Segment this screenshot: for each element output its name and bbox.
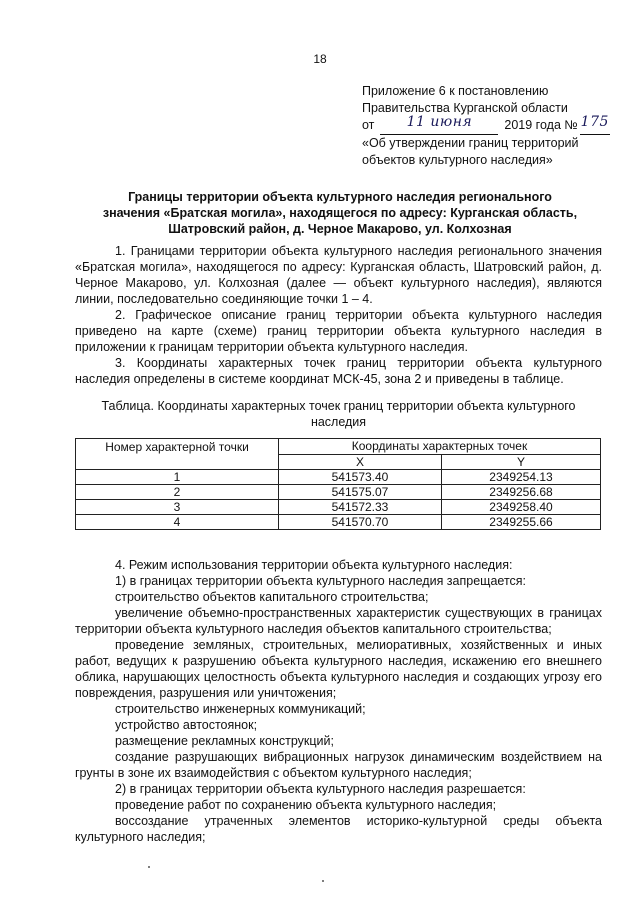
scan-speck [322,880,324,882]
cell-x: 541572.33 [279,500,442,515]
cell-y: 2349255.66 [442,515,601,530]
cell-x: 541575.07 [279,485,442,500]
appendix-line-2: Правительства Курганской области [362,101,568,115]
appendix-date-line [362,114,612,135]
paragraph-2: 2. Графическое описание границ территории объекта культурного наследия приведено на карте (схеме) границ территории объекта культурного наследия в приложении к границам территории объекта культурного наследия. [75,308,602,354]
cell-y: 2349254.13 [442,470,601,485]
header-point-number: Номер характерной точки [76,439,279,470]
cell-point: 4 [76,515,279,530]
title-line-1: Границы территории объекта культурного наследия регионального [128,190,552,204]
appendix-line-4: «Об утверждении границ территорий [362,136,579,150]
cell-point: 1 [76,470,279,485]
title-line-2: значения «Братская могила», находящегося по адресу: Курганская область, [102,206,578,220]
cell-x: 541570.70 [279,515,442,530]
document-title [90,189,590,237]
scan-speck [148,866,150,868]
cell-point: 3 [76,500,279,515]
cell-point: 2 [76,485,279,500]
number-blank [580,114,610,135]
table-row [76,500,601,515]
page-number: 18 [313,52,327,66]
header-x: X [279,454,442,470]
intro-paragraphs [75,243,602,387]
prohibited-item: строительство объектов капитального строительства; [115,590,429,604]
paragraph-1: 1. Границами территории объекта культурного наследия регионального значения «Братская могила», находящегося по адресу: Курганская область, Шатровский район, д. Черное Макарово, ул. Колхозная (далее — объект культурного наследия), являются линии, последовательно соединяющие точки 1 – 4. [75,244,602,306]
handwritten-number: 175 [580,114,609,130]
table-caption: Таблица. Координаты характерных точек границ территории объекта культурного наследия [101,399,576,429]
allowed-heading: 2) в границах территории объекта культурного наследия разрешается: [115,782,526,796]
year-text: 2019 года № [504,118,578,132]
prohibited-item: создание разрушающих вибрационных нагрузок динамическим воздействием на грунты в зоне их взаимодействия с объектом культурного наследия; [75,750,602,780]
handwritten-date: 11 июня [406,114,473,130]
allowed-item: проведение работ по сохранению объекта культурного наследия; [115,798,497,812]
coordinates-table [75,438,601,530]
paragraph-3: 3. Координаты характерных точек границ территории объекта культурного наследия определены в системе координат МСК-45, зона 2 и приведены в таблице. [75,356,602,386]
prohibited-item: строительство инженерных коммуникаций; [115,702,366,716]
prohibited-item: устройство автостоянок; [115,718,258,732]
from-label: от [362,118,375,132]
prohibited-heading: 1) в границах территории объекта культурного наследия запрещается: [115,574,527,588]
title-line-3: Шатровский район, д. Черное Макарово, ул. Колхозная [168,222,512,236]
regime-heading: 4. Режим использования территории объекта культурного наследия: [115,558,513,572]
prohibited-item: увеличение объемно-пространственных характеристик существующих в границах территории объекта культурного наследия объектов капитального строительства; [75,606,602,636]
cell-y: 2349258.40 [442,500,601,515]
usage-regime [75,557,602,845]
allowed-item: воссоздание утраченных элементов историко-культурной среды объекта культурного наследия; [75,814,602,844]
prohibited-item: проведение земляных, строительных, мелиоративных, хозяйственных и иных работ, ведущих к разрушению объекта культурного наследия, искажению его внешнего облика, нарушающих целостность объекта культурного наследия и создающих угрозу его повреждения, разрушения или уничтожения; [75,638,602,700]
date-blank [380,114,498,135]
appendix-line-1: Приложение 6 к постановлению [362,84,549,98]
cell-x: 541573.40 [279,470,442,485]
header-coordinates: Координаты характерных точек [279,439,601,455]
appendix-line-5: объектов культурного наследия» [362,153,553,167]
appendix-header [362,83,612,169]
table-row [76,515,601,530]
table-row [76,485,601,500]
header-y: Y [442,454,601,470]
table-row [76,470,601,485]
cell-y: 2349256.68 [442,485,601,500]
prohibited-item: размещение рекламных конструкций; [115,734,334,748]
